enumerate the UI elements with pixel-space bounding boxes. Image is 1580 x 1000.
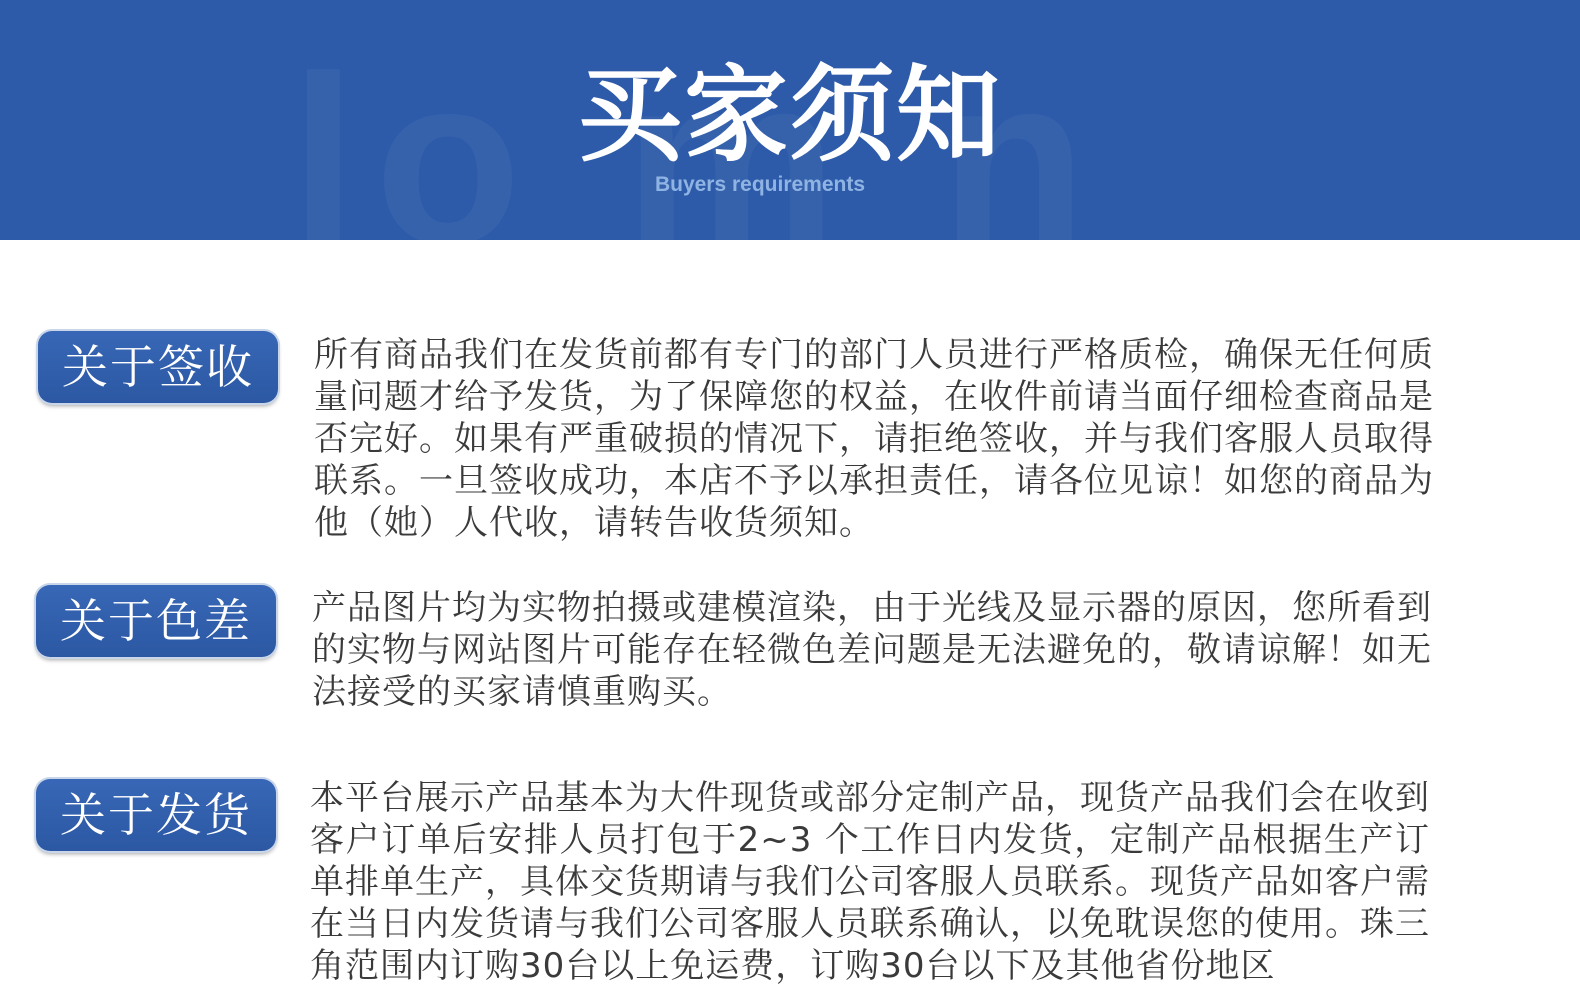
section-text-shipping: 本平台展示产品基本为大件现货或部分定制产品，现货产品我们会在收到客户订单后安排人员打包于2~3 个工作日内发货，定制产品根据生产订单排单生产，具体交货期请与我们公司客服人员联系。现货产品如客户需在当日内发货请与我们公司客服人员联系确认，以免耽误您的使用。珠三角范围内订购30台以上免运费，订购30台以下及其他省份地区 <box>310 778 1430 986</box>
page-title: 买家须知 <box>577 54 1002 176</box>
page-subtitle: Buyers requirements <box>654 173 866 196</box>
section-text-color-difference: 产品图片均为实物拍摄或建模渲染，由于光线及显示器的原因，您所看到的实物与网站图片可能存在轻微色差问题是无法避免的，敬请谅解！如无法接受的买家请慎重购买。 <box>312 588 1432 712</box>
section-badge-signing: 关于签收 <box>38 331 278 403</box>
header-banner <box>0 0 1580 240</box>
section-text-signing: 所有商品我们在发货前都有专门的部门人员进行严格质检，确保无任何质量问题才给予发货，为了保障您的权益，在收件前请当面仔细检查商品是否完好。如果有严重破损的情况下，请拒绝签收，并与我们客服人员取得联系。一旦签收成功，本店不予以承担责任，请各位见谅！如您的商品为他（她）人代收，请转告收货须知。 <box>314 335 1434 543</box>
section-badge-color-difference: 关于色差 <box>36 585 276 657</box>
section-badge-shipping: 关于发货 <box>36 779 276 851</box>
